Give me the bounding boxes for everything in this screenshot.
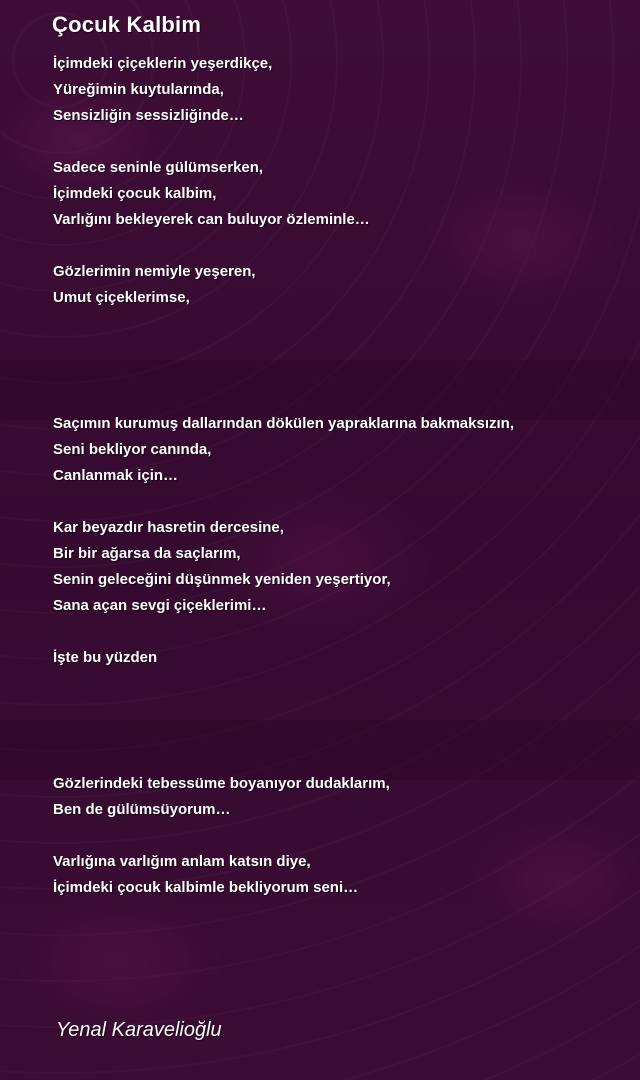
poem-author: Yenal Karavelioğlu [56, 1019, 222, 1041]
poem-line: Kar beyazdır hasretin dercesine, [53, 519, 284, 536]
stanza [53, 771, 390, 823]
poem-line: Bir bir ağarsa da saçlarım, [53, 545, 241, 562]
poem-line: Seni bekliyor canında, [53, 441, 212, 458]
poem-line: İçimdeki çiçeklerin yeşerdikçe, [53, 55, 273, 72]
poem-line: Ben de gülümsüyorum… [53, 801, 231, 818]
poem-line: Canlanmak için… [53, 467, 179, 484]
stanza [53, 155, 370, 233]
poem-line: Sensizliğin sessizliğinde… [53, 107, 244, 124]
poem-line: Sadece seninle gülümserken, [53, 159, 264, 176]
poem-line: İşte bu yüzden [53, 649, 158, 666]
stanza [53, 51, 272, 129]
poem-line: Varlığına varlığım anlam katsın diye, [53, 853, 311, 870]
poem-line: Varlığını bekleyerek can buluyor özleminle… [53, 211, 370, 228]
stanza [53, 411, 514, 489]
stanza [53, 259, 256, 311]
stanza [53, 515, 391, 619]
poem-line: Senin geleceğini düşünmek yeniden yeşertiyor, [53, 571, 391, 588]
poem-line: Gözlerimin nemiyle yeşeren, [53, 263, 256, 280]
poem-line: Umut çiçeklerimse, [53, 289, 190, 306]
poem-line: İçimdeki çocuk kalbimle bekliyorum seni… [53, 879, 359, 896]
poem-line: Saçımın kurumuş dallarından dökülen yapraklarına bakmaksızın, [53, 415, 514, 432]
stanza [53, 849, 358, 901]
poem-line: İçimdeki çocuk kalbim, [53, 185, 217, 202]
poem-line: Sana açan sevgi çiçeklerimi… [53, 597, 267, 614]
poem-line: Yüreğimin kuytularında, [53, 81, 224, 98]
poem-title: Çocuk Kalbim [52, 12, 202, 37]
stanza [53, 645, 157, 671]
poem-line: Gözlerindeki tebessüme boyanıyor dudaklarım, [53, 775, 390, 792]
